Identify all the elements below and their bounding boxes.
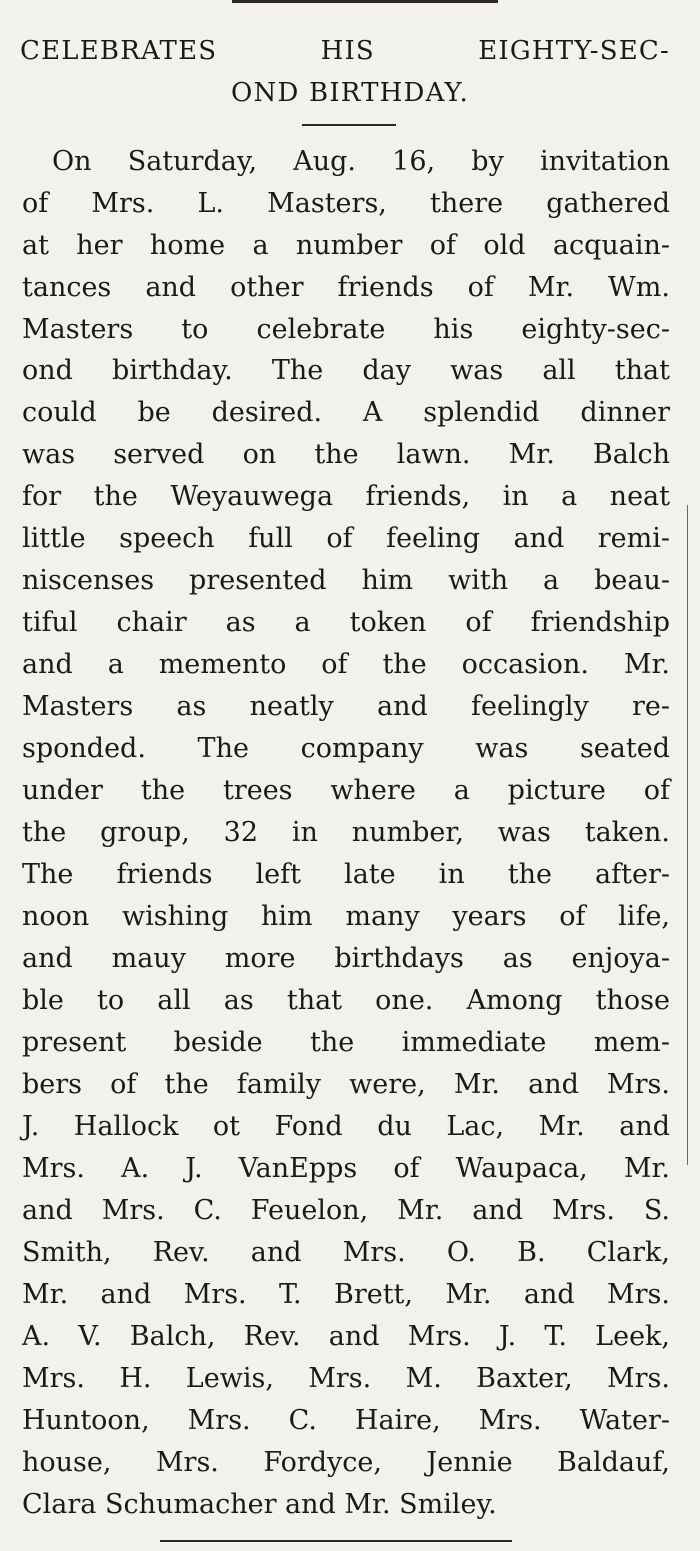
body-line: house, Mrs. Fordyce, Jennie Baldauf, [22, 1447, 670, 1478]
body-line: under the trees where a picture of [22, 775, 670, 806]
body-line: niscenses presented him with a beau- [22, 565, 670, 596]
body-line: J. Hallock ot Fond du Lac, Mr. and [22, 1111, 670, 1142]
bottom-rule [160, 1540, 512, 1542]
body-line: ble to all as that one. Among those [22, 985, 670, 1016]
top-rule [232, 0, 498, 3]
body-line: of Mrs. L. Masters, there gathered [22, 188, 670, 219]
headline-rule [302, 124, 396, 126]
body-line: sponded. The company was seated [22, 733, 670, 764]
body-line: Masters to celebrate his eighty-sec- [22, 314, 670, 345]
body-line: noon wishing him many years of life, [22, 901, 670, 932]
body-line: present beside the immediate mem- [22, 1027, 670, 1058]
body-line: Huntoon, Mrs. C. Haire, Mrs. Water- [22, 1405, 670, 1436]
body-line: Masters as neatly and feelingly re- [22, 691, 670, 722]
body-line: and mauy more birthdays as enjoya- [22, 943, 670, 974]
body-line: ond birthday. The day was all that [22, 355, 670, 386]
body-line: was served on the lawn. Mr. Balch [22, 439, 670, 470]
headline-line-1: CELEBRATES HIS EIGHTY-SEC- [20, 36, 670, 66]
body-line: The friends left late in the after- [22, 859, 670, 890]
body-line: Mrs. H. Lewis, Mrs. M. Baxter, Mrs. [22, 1363, 670, 1394]
body-line: for the Weyauwega friends, in a neat [22, 481, 670, 512]
body-line: A. V. Balch, Rev. and Mrs. J. T. Leek, [22, 1321, 670, 1352]
headline-line-2: OND BIRTHDAY. [231, 78, 469, 108]
body-line: at her home a number of old acquain- [22, 230, 670, 261]
body-line: Smith, Rev. and Mrs. O. B. Clark, [22, 1237, 670, 1268]
body-line: and Mrs. C. Feuelon, Mr. and Mrs. S. [22, 1195, 670, 1226]
body-line: Mr. and Mrs. T. Brett, Mr. and Mrs. [22, 1279, 670, 1310]
body-line: the group, 32 in number, was taken. [22, 817, 670, 848]
body-line: On Saturday, Aug. 16, by invitation [52, 146, 670, 177]
body-line: Clara Schumacher and Mr. Smiley. [22, 1489, 497, 1520]
body-line: and a memento of the occasion. Mr. [22, 649, 670, 680]
body-line: bers of the family were, Mr. and Mrs. [22, 1069, 670, 1100]
body-line: tiful chair as a token of friendship [22, 607, 670, 638]
column-rule [687, 505, 688, 1165]
body-line: Mrs. A. J. VanEpps of Waupaca, Mr. [22, 1153, 670, 1184]
body-line: tances and other friends of Mr. Wm. [22, 272, 670, 303]
body-line: could be desired. A splendid dinner [22, 397, 670, 428]
body-line: little speech full of feeling and remi- [22, 523, 670, 554]
